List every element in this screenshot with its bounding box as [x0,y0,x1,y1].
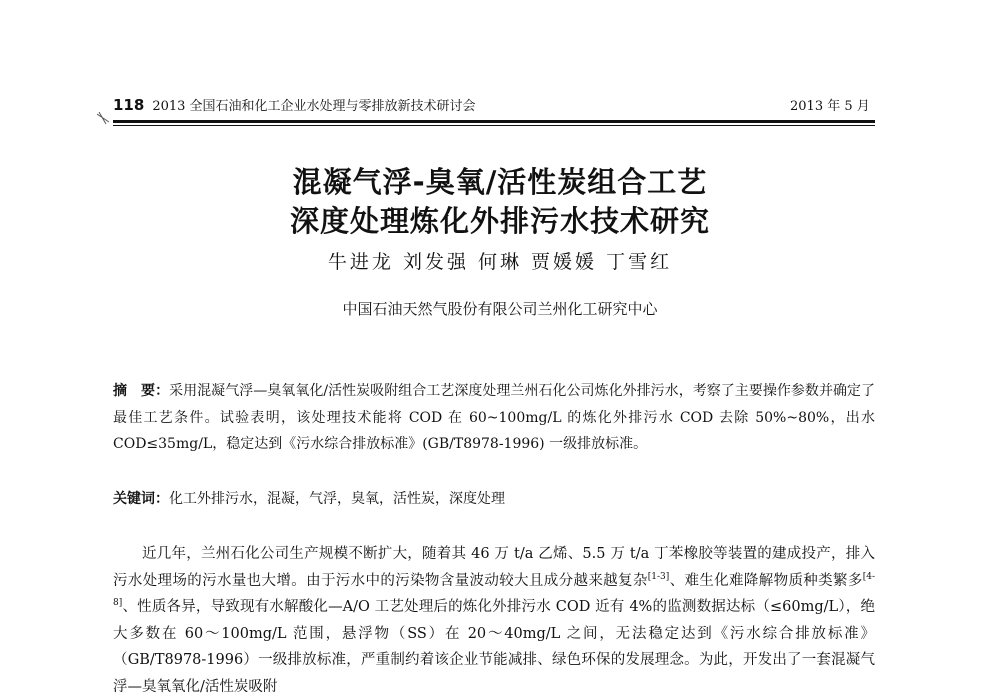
keywords-text: 化工外排污水，混凝，气浮，臭氧，活性炭，深度处理 [169,491,505,507]
scan-speck-decoration [97,112,111,126]
author-list: 牛进龙 刘发强 何琳 贾媛媛 丁雪红 [327,251,673,273]
header-rule-thick [113,120,875,123]
body-paragraph [113,541,875,700]
body-text-3: 、性质各异，导致现有水解酸化—A/O 工艺处理后的炼化外排污水 COD 近有 4%的监测数据达标（≤60mg/L），绝大多数在 60～100mg/L 范围，悬浮物（SS）在 20～40mg/L 之间，无法稳定达到《污水综合排放标准》（GB/T8978-1996）一级排放标准，严重制约着该企业节能减排、绿色环保的发展理念。为此，开发出了一套混凝气浮—臭氧氧化/活性炭吸附 [113,599,875,695]
abstract-label: 摘 要： [113,383,170,399]
page-number: 118 [113,96,145,114]
abstract-text: 采用混凝气浮—臭氧氧化/活性炭吸附组合工艺深度处理兰州石化公司炼化外排污水，考察了主要操作参数并确定了最佳工艺条件。试验表明，该处理技术能将 COD 在 60~100mg/L 的炼化外排污水 COD 去除 50%~80%，出水 COD≤35mg/L，稳定达到《污水综合排放标准》(GB/T8978-1996) 一级排放标准。 [113,383,876,452]
running-header [113,95,476,114]
keywords-label: 关键词： [113,491,169,507]
keywords [113,486,875,512]
paper-title-line-1: 混凝气浮-臭氧/活性炭组合工艺 [292,165,708,199]
affiliation: 中国石油天然气股份有限公司兰州化工研究中心 [342,300,658,318]
body-text-1: 近几年，兰州石化公司生产规模不断扩大，随着其 46 万 t/a 乙烯、5.5 万 t/a 丁苯橡胶等装置的建成投产，排入污水处理场的污水量也大增。由于污水中的污染物含量波动较大且成分越来越复杂 [113,546,875,589]
conference-name: 2013 全国石油和化工企业水处理与零排放新技术研讨会 [152,99,476,114]
paper-title-line-2: 深度处理炼化外排污水技术研究 [289,204,710,238]
citation-ref-2: [4-8] [113,571,876,609]
citation-ref-1: [1-3] [647,571,670,582]
header-rule-thin [113,125,875,126]
header-date: 2013 年 5 月 [790,99,870,114]
abstract [113,378,875,458]
body-text-2: 、难生化难降解物质种类繁多 [669,572,863,589]
